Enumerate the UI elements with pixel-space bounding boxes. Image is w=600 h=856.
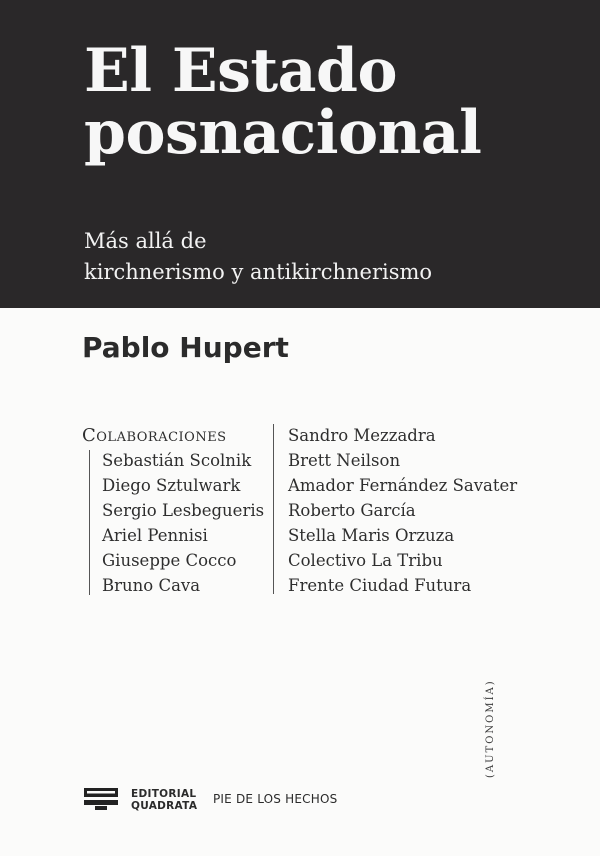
title-line-2: posnacional	[84, 98, 482, 168]
collaborator-name: Giuseppe Cocco	[102, 551, 237, 570]
column-divider	[273, 424, 274, 594]
collaborators-right-list	[288, 423, 517, 598]
collaborator-name: Sebastián Scolnik	[102, 451, 252, 470]
collaborations-heading: Colaboraciones	[82, 425, 227, 446]
collaborator-name: Stella Maris Orzuza	[288, 526, 455, 545]
book-subtitle	[84, 226, 432, 288]
collaborator-name: Brett Neilson	[288, 451, 401, 470]
publisher-line-2: QUADRATA	[131, 800, 198, 812]
imprint-name: PIE DE LOS HECHOS	[213, 792, 338, 806]
quadrata-logo-icon	[84, 788, 118, 810]
collaborator-name: Sandro Mezzadra	[288, 426, 436, 445]
collaborator-name: Diego Sztulwark	[102, 476, 241, 495]
collaborator-name: Frente Ciudad Futura	[288, 576, 472, 595]
collaborator-name: Colectivo La Tribu	[288, 551, 443, 570]
left-divider	[89, 450, 90, 595]
collaborator-name: Amador Fernández Savater	[288, 476, 518, 495]
author-name: Pablo Hupert	[82, 331, 289, 364]
publisher-line-1: EDITORIAL	[131, 788, 197, 800]
collaborators-left-list	[102, 448, 264, 598]
collaborator-name: Ariel Pennisi	[102, 526, 208, 545]
collaborator-name: Roberto García	[288, 501, 416, 520]
publisher-name	[131, 788, 197, 812]
subtitle-line-1: Más allá de	[84, 229, 207, 253]
title-line-1: El Estado	[84, 36, 397, 106]
book-title	[84, 36, 482, 168]
collaborator-name: Sergio Lesbegueris	[102, 501, 265, 520]
subtitle-line-2: kirchnerismo y antikirchnerismo	[84, 260, 433, 284]
series-label: (AUTONOMÍA)	[485, 679, 496, 778]
collaborator-name: Bruno Cava	[102, 576, 201, 595]
